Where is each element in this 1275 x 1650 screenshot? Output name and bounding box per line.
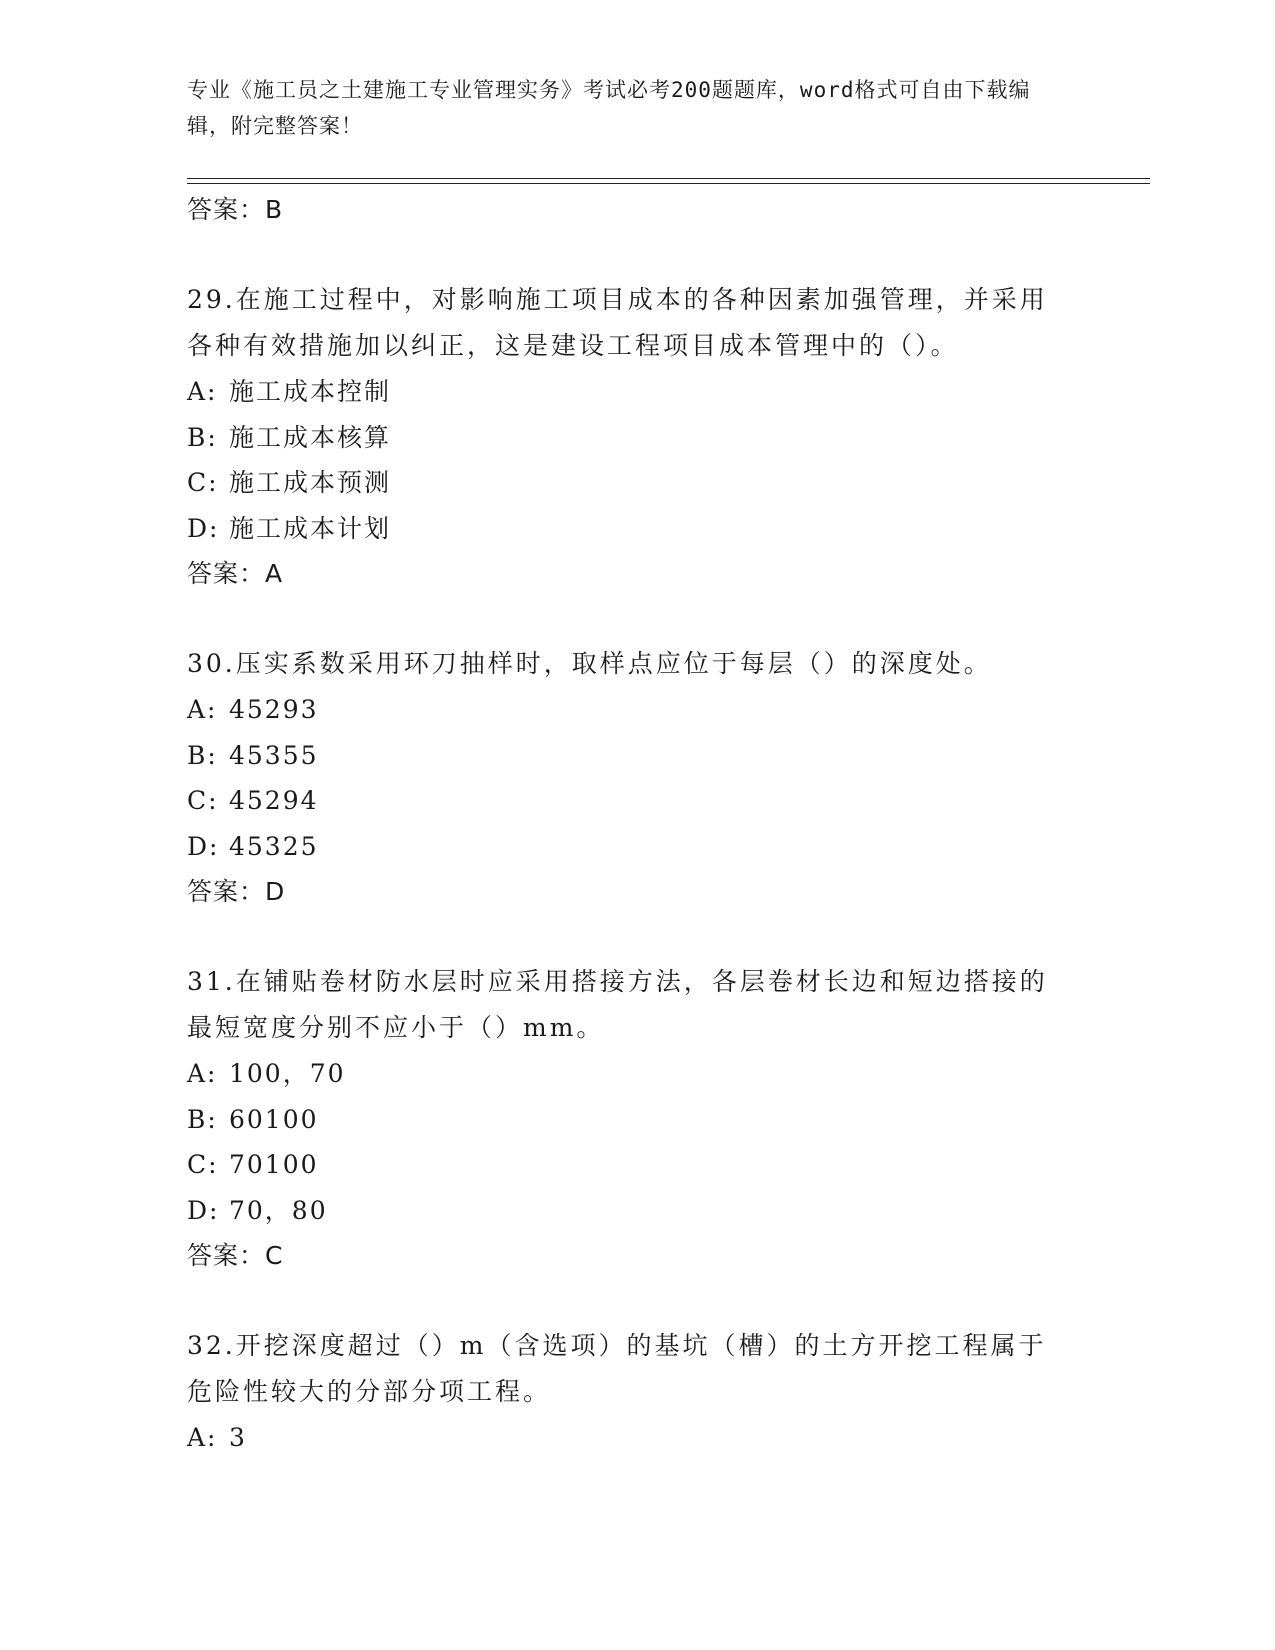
option-b — [187, 1097, 1087, 1143]
question-31 — [187, 959, 1087, 1278]
option-text: 45294 — [229, 786, 319, 815]
option-text: 45293 — [229, 695, 319, 724]
option-c — [187, 460, 1087, 506]
question-29 — [187, 277, 1087, 596]
option-letter: D: — [187, 1195, 220, 1225]
question-list — [187, 187, 1087, 1461]
option-text: 施工成本控制 — [229, 377, 392, 406]
option-letter: A: — [187, 695, 218, 724]
option-letter: A: — [187, 377, 218, 406]
question-32 — [187, 1323, 1087, 1461]
option-text: 施工成本计划 — [229, 513, 392, 543]
option-letter: D: — [187, 831, 220, 861]
option-letter: D: — [187, 513, 220, 543]
option-text: 45325 — [229, 831, 319, 861]
prev-answer: 答案：B — [187, 195, 284, 224]
option-letter: B: — [187, 1104, 218, 1134]
answer: 答案：C — [187, 1241, 284, 1270]
page-header: 专业《施工员之土建施工专业管理实务》考试必考200题题库，word格式可自由下载编辑，附完整答案！ — [187, 78, 1031, 138]
option-c — [187, 1142, 1087, 1188]
header-rule-top — [187, 178, 1150, 179]
option-letter: C: — [187, 1150, 219, 1179]
option-b — [187, 733, 1087, 779]
option-text: 3 — [229, 1423, 247, 1452]
option-text: 70100 — [229, 1150, 319, 1179]
option-a — [187, 369, 1087, 415]
option-d — [187, 506, 1087, 552]
option-letter: A: — [187, 1423, 218, 1452]
option-b — [187, 415, 1087, 461]
option-text: 45355 — [229, 740, 319, 770]
question-stem: 31.在铺贴卷材防水层时应采用搭接方法，各层卷材长边和短边搭接的最短宽度分别不应小于（）mm。 — [187, 967, 1048, 1042]
answer: 答案：D — [187, 877, 286, 906]
option-text: 施工成本核算 — [229, 422, 392, 452]
option-c — [187, 778, 1087, 824]
option-d — [187, 824, 1087, 870]
question-30 — [187, 641, 1087, 914]
question-stem: 30.压实系数采用环刀抽样时，取样点应位于每层（）的深度处。 — [187, 649, 992, 678]
answer: 答案：A — [187, 559, 284, 588]
header-rule-bottom — [187, 183, 1150, 184]
option-letter: C: — [187, 786, 219, 815]
option-text: 施工成本预测 — [229, 468, 392, 497]
option-d — [187, 1188, 1087, 1234]
option-a — [187, 687, 1087, 733]
question-stem: 32.开挖深度超过（）m（含选项）的基坑（槽）的土方开挖工程属于危险性较大的分部分项工程。 — [187, 1331, 1047, 1406]
option-text: 70，80 — [229, 1195, 328, 1225]
option-a — [187, 1415, 1087, 1461]
option-letter: B: — [187, 422, 218, 452]
option-a — [187, 1051, 1087, 1097]
option-text: 60100 — [229, 1104, 319, 1134]
option-letter: C: — [187, 468, 219, 497]
option-text: 100，70 — [229, 1059, 346, 1088]
question-stem: 29.在施工过程中，对影响施工项目成本的各种因素加强管理，并采用各种有效措施加以纠正，这是建设工程项目成本管理中的（）。 — [187, 285, 1048, 360]
option-letter: A: — [187, 1059, 218, 1088]
option-letter: B: — [187, 740, 218, 770]
